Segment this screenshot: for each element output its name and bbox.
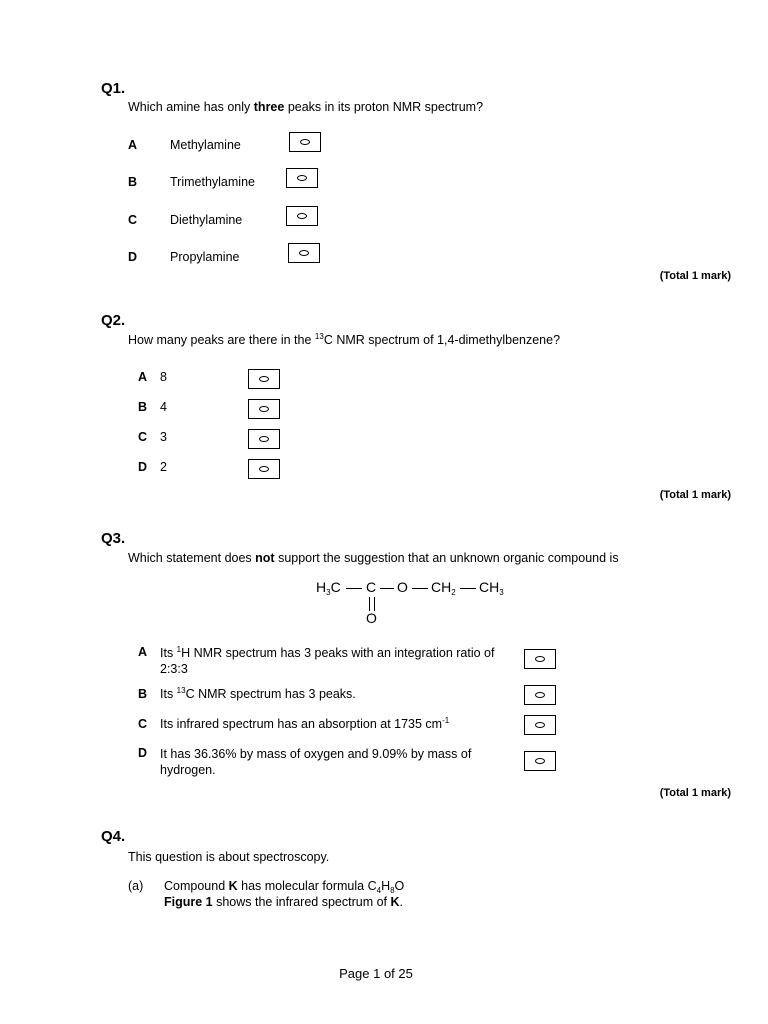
q1-option-c-letter: C xyxy=(128,213,138,227)
q3-option-b-text: Its $^{13}$C NMR spectrum has 3 peaks. xyxy=(160,686,356,701)
q2-option-b-letter: B xyxy=(138,400,148,414)
q2-option-a-text: 8 xyxy=(160,370,167,384)
q3-option-c-text: Its infrared spectrum has an absorption at 1735 $cm^{-1}$ xyxy=(160,716,450,731)
q3-option-c-checkbox[interactable] xyxy=(524,715,556,735)
q2-option-c-text: 3 xyxy=(160,430,167,444)
q3-number: Q3. xyxy=(101,530,126,547)
structure-ch3: $CH_3$ xyxy=(479,579,504,597)
structure-carbonyl-oxygen: O xyxy=(366,610,377,626)
q1-option-c-checkbox[interactable] xyxy=(286,206,318,226)
q1-number: Q1. xyxy=(101,80,126,97)
q3-option-a-letter: A xyxy=(138,645,148,659)
q2-option-c-checkbox[interactable] xyxy=(248,429,280,449)
q3-option-b-checkbox[interactable] xyxy=(524,685,556,705)
q2-total: (Total 1 mark) xyxy=(659,489,731,501)
q4-part-a-text: Compound K has molecular formula $C_4H_8O$ xyxy=(164,879,405,895)
q1-option-b-text: Trimethylamine xyxy=(170,175,255,189)
page-number: Page 1 of 25 xyxy=(339,966,413,981)
q2-option-d-text: 2 xyxy=(160,460,167,474)
q3-option-a-checkbox[interactable] xyxy=(524,649,556,669)
double-bond-left xyxy=(369,597,370,611)
q2-option-d-letter: D xyxy=(138,460,148,474)
q4-number: Q4. xyxy=(101,828,126,845)
q2-stem: How many peaks are there in the $^{13}$C NMR spectrum of 1,4-dimethylbenzene? xyxy=(128,332,561,347)
q2-option-c-letter: C xyxy=(138,430,148,444)
q1-option-d-text: Propylamine xyxy=(170,250,240,264)
q3-option-c-letter: C xyxy=(138,717,148,731)
q3-option-d-text: It has 36.36% by mass of oxygen and 9.09% by mass of hydrogen. xyxy=(160,747,472,777)
q3-option-a-text: Its $^1$H NMR spectrum has 3 peaks with an integration ratio of 2:3:3 xyxy=(160,645,495,676)
q3-option-d-checkbox[interactable] xyxy=(524,751,556,771)
structure-ch2: $CH_2$ xyxy=(431,579,456,597)
q3-option-d-letter: D xyxy=(138,746,148,760)
structure-h3c: $H_3C$ xyxy=(316,579,341,597)
q1-option-c-text: Diethylamine xyxy=(170,213,243,227)
q2-option-d-checkbox[interactable] xyxy=(248,459,280,479)
q3-stem: Which statement does not support the suggestion that an unknown organic compound is xyxy=(128,551,619,565)
q2-number: Q2. xyxy=(101,312,126,329)
structure-carbonyl-carbon: C xyxy=(366,579,377,595)
q4-part-a-label: (a) xyxy=(128,879,144,893)
q1-option-b-letter: B xyxy=(128,175,138,189)
q3-total: (Total 1 mark) xyxy=(659,787,731,799)
q1-option-a-checkbox[interactable] xyxy=(289,132,321,152)
q2-option-b-checkbox[interactable] xyxy=(248,399,280,419)
double-bond-right xyxy=(374,597,375,611)
q2-option-a-letter: A xyxy=(138,370,148,384)
q2-option-b-text: 4 xyxy=(160,400,167,414)
bond-1 xyxy=(346,588,362,589)
q1-option-d-letter: D xyxy=(128,250,138,264)
q1-option-a-letter: A xyxy=(128,138,138,152)
q1-option-b-checkbox[interactable] xyxy=(286,168,318,188)
q1-option-a-text: Methylamine xyxy=(170,138,241,152)
bond-2 xyxy=(380,588,394,589)
q1-stem: Which amine has only three peaks in its proton NMR spectrum? xyxy=(128,100,484,114)
bond-3 xyxy=(412,588,428,589)
q2-option-a-checkbox[interactable] xyxy=(248,369,280,389)
bond-4 xyxy=(460,588,476,589)
q4-stem: This question is about spectroscopy. xyxy=(128,850,330,864)
structure-ether-oxygen: O xyxy=(397,579,408,595)
q3-option-b-letter: B xyxy=(138,687,148,701)
q1-total: (Total 1 mark) xyxy=(659,270,731,282)
q1-option-d-checkbox[interactable] xyxy=(288,243,320,263)
q4-part-a-figure-ref: Figure 1 shows the infrared spectrum of K. xyxy=(164,895,403,909)
